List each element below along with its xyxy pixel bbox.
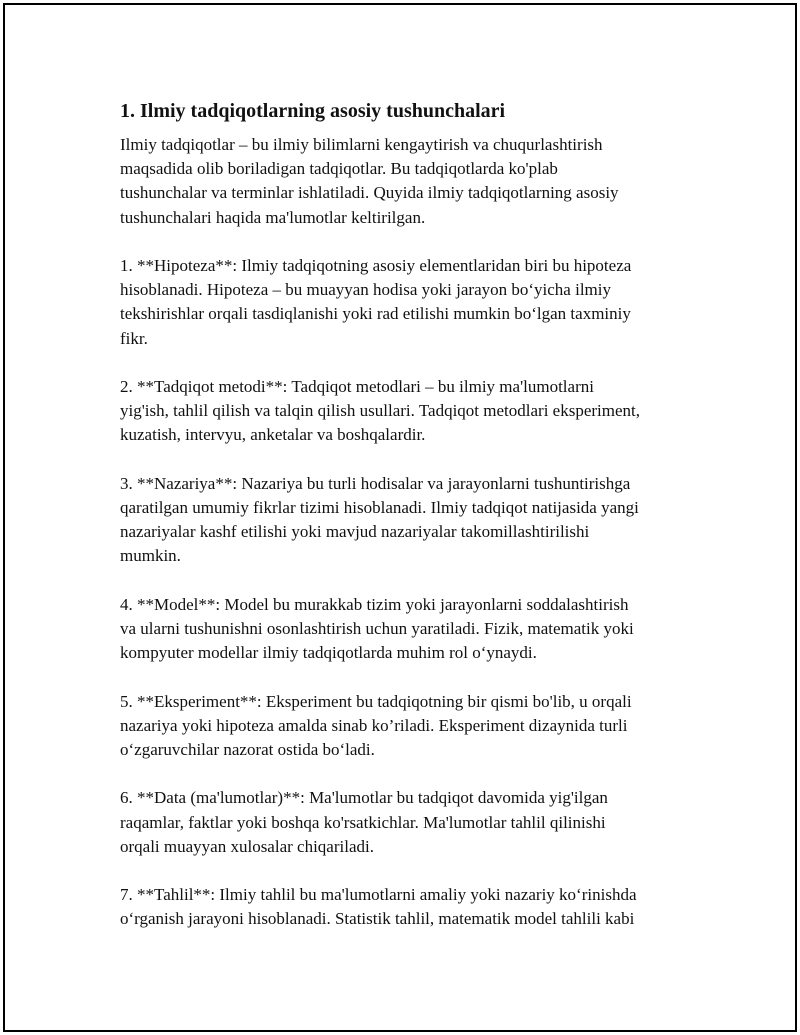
paragraph: [120, 593, 695, 666]
text-line: mumkin.: [120, 546, 181, 566]
paragraph: [120, 133, 695, 230]
text-line: 5. **Eksperiment**: Eksperiment bu tadqiqotning bir qismi bo'lib, u orqali: [120, 691, 632, 711]
text-line: kuzatish, intervyu, anketalar va boshqalardir.: [120, 425, 426, 445]
text-line: tushunchalar va terminlar ishlatiladi. Quyida ilmiy tadqiqotlarning asosiy: [120, 183, 619, 203]
text-line: tushunchalari haqida ma'lumotlar keltirilgan.: [120, 207, 426, 227]
document-content: [120, 97, 695, 956]
paragraph: [120, 690, 695, 763]
text-line: 4. **Model**: Model bu murakkab tizim yoki jarayonlarni soddalashtirish: [120, 594, 629, 614]
text-line: 6. **Data (ma'lumotlar)**: Ma'lumotlar bu tadqiqot davomida yig'ilgan: [120, 788, 608, 808]
text-line: yig'ish, tahlil qilish va talqin qilish usullari. Tadqiqot metodlari eksperiment,: [120, 401, 640, 421]
text-line: o‘zgaruvchilar nazorat ostida bo‘ladi.: [120, 740, 375, 759]
text-line: hisoblanadi. Hipoteza – bu muayyan hodisa yoki jarayon bo‘yicha ilmiy: [120, 280, 611, 300]
text-line: maqsadida olib boriladigan tadqiqotlar. Bu tadqiqotlarda ko'plab: [120, 159, 558, 179]
text-line: 1. **Hipoteza**: Ilmiy tadqiqotning asosiy elementlaridan biri bu hipoteza: [120, 256, 632, 275]
text-line: tekshirishlar orqali tasdiqlanishi yoki rad etilishi mumkin bo‘lgan taxminiy: [120, 304, 631, 324]
text-line: Ilmiy tadqiqotlar – bu ilmiy bilimlarni kengaytirish va chuqurlashtirish: [120, 135, 603, 154]
paragraph: [120, 375, 695, 448]
text-line: 3. **Nazariya**: Nazariya bu turli hodisalar va jarayonlarni tushuntirishga: [120, 473, 631, 493]
text-line: kompyuter modellar ilmiy tadqiqotlarda muhim rol o‘ynaydi.: [120, 643, 537, 663]
text-line: qaratilgan umumiy fikrlar tizimi hisoblanadi. Ilmiy tadqiqot natijasida yangi: [120, 498, 639, 517]
paragraph: [120, 472, 695, 569]
text-line: o‘rganish jarayoni hisoblanadi. Statistik tahlil, matematik model tahlili kabi: [120, 909, 635, 929]
text-line: nazariyalar kashf etilishi yoki mavjud nazariyalar takomillashtirilishi: [120, 522, 590, 542]
text-line: fikr.: [120, 328, 148, 348]
paragraph-list: [120, 133, 695, 932]
text-line: orqali muayyan xulosalar chiqariladi.: [120, 836, 374, 856]
text-line: 2. **Tadqiqot metodi**: Tadqiqot metodlari – bu ilmiy ma'lumotlarni: [120, 377, 594, 396]
paragraph: [120, 883, 695, 931]
text-line: raqamlar, faktlar yoki boshqa ko'rsatkichlar. Ma'lumotlar tahlil qilinishi: [120, 812, 606, 832]
text-line: va ularni tushunishni osonlashtirish uchun yaratiladi. Fizik, matematik yoki: [120, 619, 634, 638]
document-title: 1. Ilmiy tadqiqotlarning asosiy tushunchalari: [120, 100, 506, 122]
text-line: 7. **Tahlil**: Ilmiy tahlil bu ma'lumotlarni amaliy yoki nazariy ko‘rinishda: [120, 885, 637, 905]
document-page: [3, 3, 797, 1032]
text-line: nazariya yoki hipoteza amalda sinab ko’riladi. Eksperiment dizaynida turli: [120, 715, 628, 735]
paragraph: [120, 786, 695, 859]
paragraph: [120, 254, 695, 351]
